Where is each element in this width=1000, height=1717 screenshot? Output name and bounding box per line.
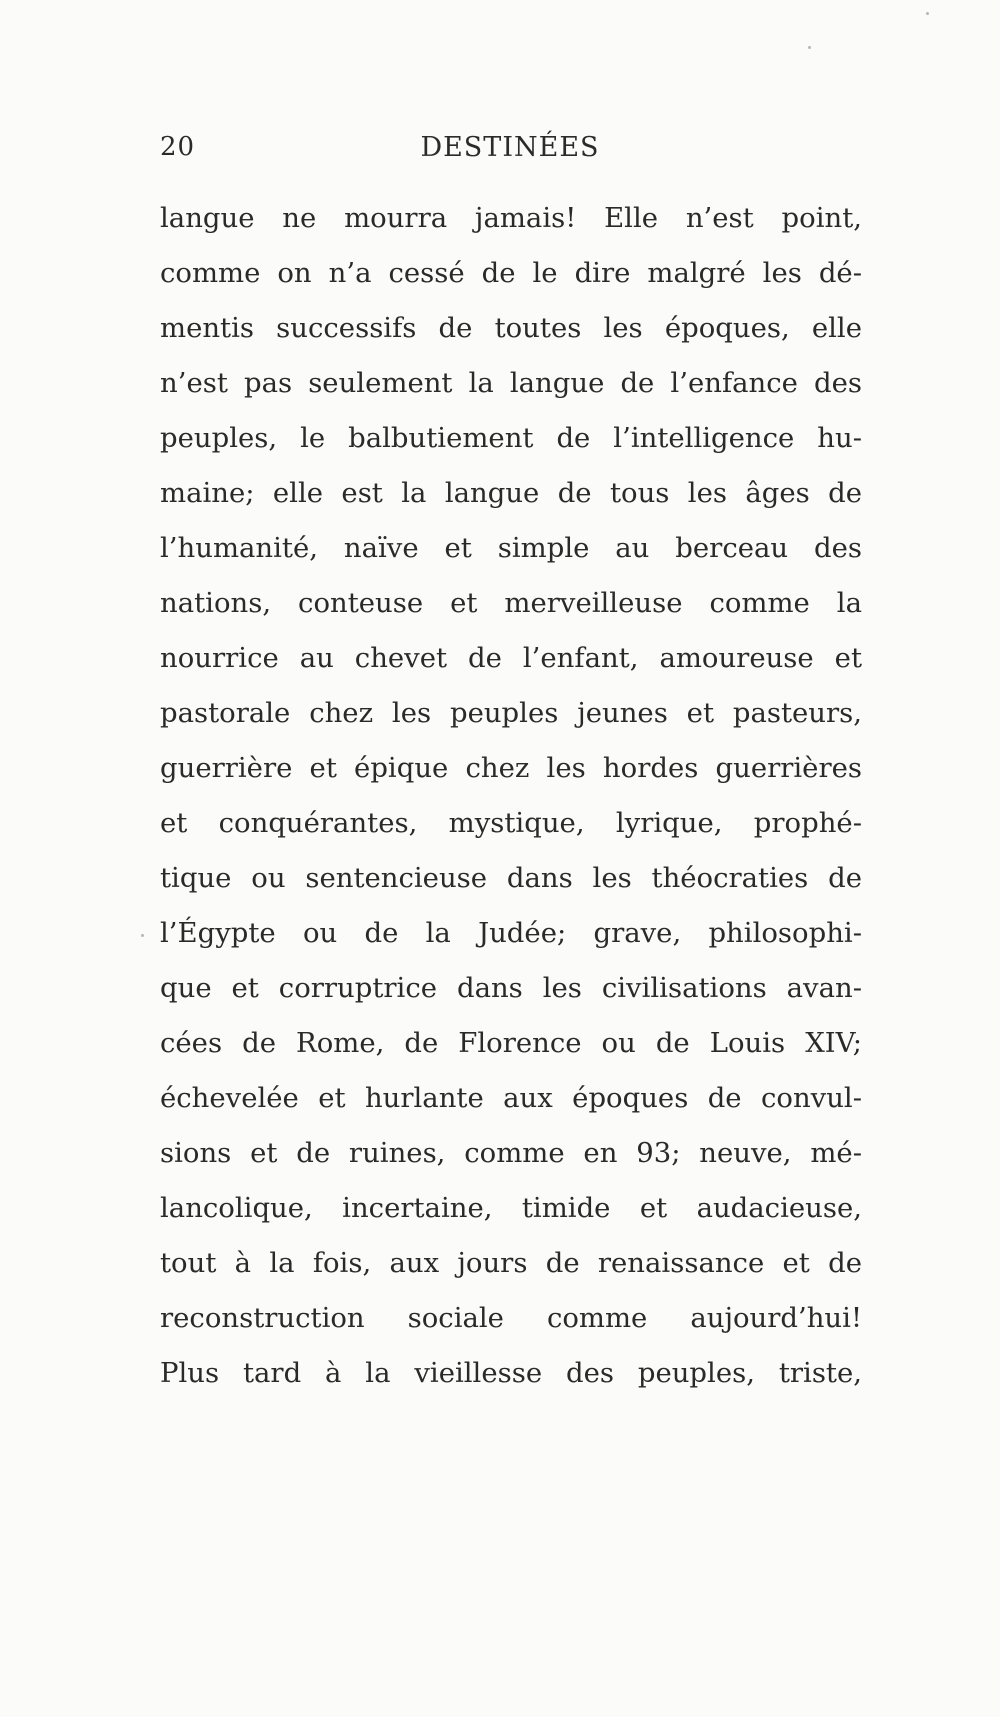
paper-speck: [141, 934, 144, 937]
text-line: lancolique, incertaine, timide et audacieuse,: [160, 1192, 862, 1224]
text-line: peuples, le balbutiement de l’intelligence hu-: [160, 422, 862, 454]
paper-speck: [926, 12, 929, 15]
text-line: n’est pas seulement la langue de l’enfance des: [160, 367, 862, 399]
page-header: [160, 132, 860, 180]
text-line: nourrice au chevet de l’enfant, amoureuse et: [160, 642, 862, 674]
text-line: échevelée et hurlante aux époques de convul-: [160, 1082, 862, 1114]
text-line: mentis successifs de toutes les époques, elle: [160, 312, 862, 344]
text-line: sions et de ruines, comme en 93; neuve, mé-: [160, 1137, 862, 1169]
text-line: tique ou sentencieuse dans les théocraties de: [160, 862, 862, 894]
text-line: cées de Rome, de Florence ou de Louis XIV;: [160, 1027, 862, 1059]
text-line: tout à la fois, aux jours de renaissance et de: [160, 1247, 862, 1279]
text-line: comme on n’a cessé de le dire malgré les dé-: [160, 257, 862, 289]
text-line: l’humanité, naïve et simple au berceau des: [160, 532, 862, 564]
text-line: guerrière et épique chez les hordes guerrières: [160, 752, 862, 784]
text-line: langue ne mourra jamais! Elle n’est point,: [160, 202, 862, 234]
running-head: DESTINÉES: [420, 132, 600, 163]
text-line: que et corruptrice dans les civilisations avan-: [160, 972, 862, 1004]
text-line: pastorale chez les peuples jeunes et pasteurs,: [160, 697, 862, 729]
page-number: 20: [160, 132, 196, 162]
text-line: reconstruction sociale comme aujourd’hui!: [160, 1302, 862, 1334]
paper-speck: [808, 46, 811, 49]
text-line: Plus tard à la vieillesse des peuples, triste,: [160, 1357, 862, 1389]
text-line: maine; elle est la langue de tous les âges de: [160, 477, 862, 509]
text-line: et conquérantes, mystique, lyrique, prophé-: [160, 807, 862, 839]
text-line: l’Égypte ou de la Judée; grave, philosophi-: [160, 917, 862, 949]
body-text: [160, 198, 862, 1408]
text-line: nations, conteuse et merveilleuse comme la: [160, 587, 862, 619]
